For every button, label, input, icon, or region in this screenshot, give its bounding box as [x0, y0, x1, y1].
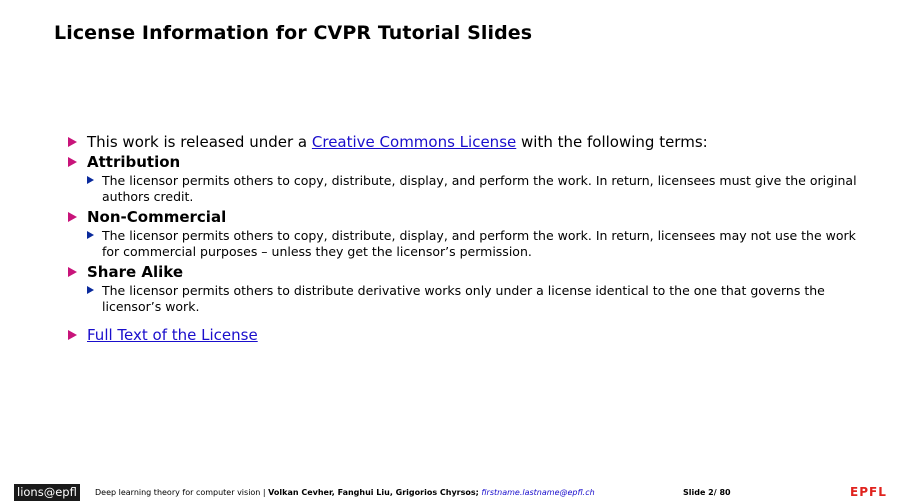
sub-bullet-attribution — [68, 173, 858, 205]
footer-authors: Volkan Cevher, Fanghui Liu, Grigorios Chyrsos; — [268, 488, 479, 497]
slide-content — [68, 132, 858, 345]
creative-commons-link[interactable]: Creative Commons License — [311, 133, 517, 151]
bullet-arrow-icon — [68, 157, 77, 167]
sub-bullet-arrow-icon — [87, 176, 94, 184]
bullet-attribution — [68, 152, 858, 172]
bullet-arrow-icon — [68, 212, 77, 222]
bullet-arrow-icon — [68, 330, 77, 340]
slide-title: License Information for CVPR Tutorial Slides — [54, 22, 533, 44]
footer-course: Deep learning theory for computer vision | — [95, 488, 269, 497]
non-commercial-text: The licensor permits others to copy, distribute, display, and perform the work. In return, licensees may not use the work for commercial purposes – unless they get the licensor’s permission. — [102, 228, 856, 259]
footer-text — [95, 487, 595, 499]
epfl-logo: EPFL — [850, 485, 887, 499]
bullet-arrow-icon — [68, 267, 77, 277]
sub-bullet-share-alike — [68, 283, 858, 315]
bullet-share-alike — [68, 262, 858, 282]
intro-prefix: This work is released under a — [87, 133, 312, 151]
bullet-full-text — [68, 325, 858, 345]
share-alike-heading: Share Alike — [87, 263, 184, 281]
attribution-text: The licensor permits others to copy, distribute, display, and perform the work. In return, licensees must give the original authors credit. — [102, 173, 857, 204]
sub-bullet-non-commercial — [68, 228, 858, 260]
bullet-arrow-icon — [68, 137, 77, 147]
non-commercial-heading: Non-Commercial — [87, 208, 227, 226]
slide-footer — [0, 484, 902, 504]
full-license-link[interactable]: Full Text of the License — [87, 326, 258, 344]
intro-suffix: with the following terms: — [516, 133, 708, 151]
sub-bullet-arrow-icon — [87, 286, 94, 294]
bullet-non-commercial — [68, 207, 858, 227]
lions-logo: lions@epfl — [14, 484, 80, 501]
bullet-intro — [68, 132, 858, 152]
footer-email: firstname.lastname@epfl.ch — [481, 488, 595, 497]
share-alike-text: The licensor permits others to distribute derivative works only under a license identical to the one that governs the licensor’s work. — [102, 283, 825, 314]
attribution-heading: Attribution — [87, 153, 181, 171]
sub-bullet-arrow-icon — [87, 231, 94, 239]
slide-number: Slide 2/ 80 — [683, 488, 731, 497]
